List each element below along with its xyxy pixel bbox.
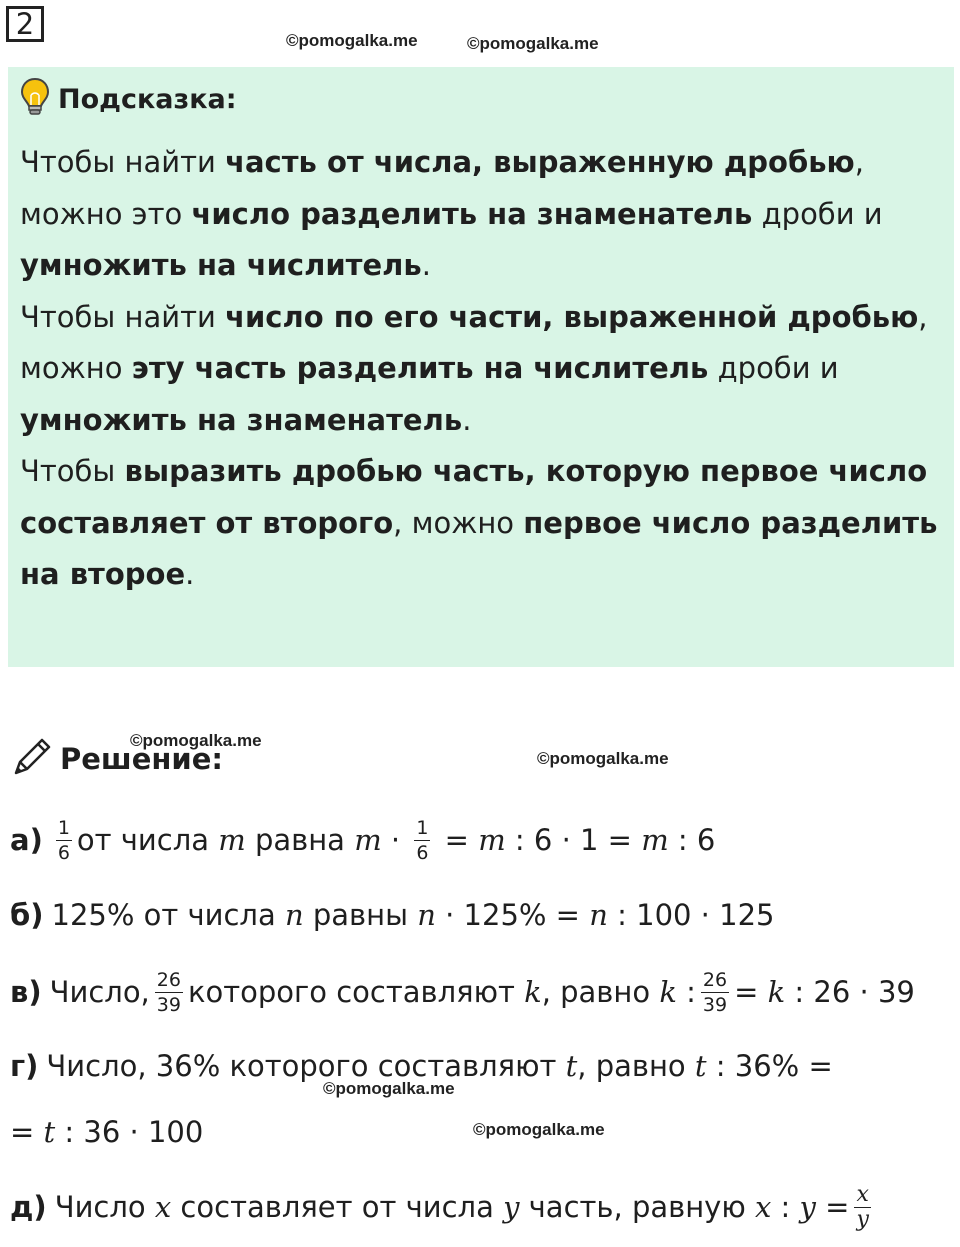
solution-line-b: б) 125% от числа n равны n · 125% = n : 100 · 125	[10, 898, 775, 932]
fraction: $\frac{26}{39}$	[156, 968, 181, 1016]
fraction: $\frac{1}{6}$	[57, 816, 70, 864]
watermark: ©pomogalka.me	[473, 1120, 605, 1139]
watermark: ©pomogalka.me	[286, 31, 418, 50]
hint-paragraph-3: Чтобы выразить дробью часть, которую первое число составляет от второго, можно первое число разделить на второе.	[20, 454, 938, 591]
fraction: $\frac{26}{39}$	[702, 968, 728, 1016]
hint-paragraph-1: Чтобы найти часть от числа, выраженную дробью, можно это число разделить на знаменатель дроби и умножить на числитель.	[20, 145, 883, 282]
task-number: 2	[6, 6, 44, 42]
pencil-icon	[10, 735, 54, 783]
solution-header	[10, 736, 223, 782]
lightbulb-icon	[20, 77, 50, 121]
fraction: $\frac{x}{y}$	[856, 1181, 869, 1232]
solution-line-g: г) Число, 36% которого составляют t , равно t : 36% =	[10, 1049, 833, 1083]
hint-box	[8, 67, 954, 667]
solution-title: Решение:	[60, 742, 224, 776]
solution-line-v: в) Число, $\frac{26}{39}$ которого составляют k , равно k : $\frac{26}{39}$ = k : 26 · 39	[10, 968, 915, 1016]
solution-line-d: д) Число x составляет от числа y часть, равную x : y = $\frac{x}{y}$	[10, 1181, 869, 1232]
watermark: ©pomogalka.me	[130, 731, 262, 750]
watermark: ©pomogalka.me	[467, 34, 599, 53]
hint-paragraph-2: Чтобы найти число по его части, выраженной дробью, можно эту часть разделить на числитель дроби и умножить на знаменатель.	[20, 299, 928, 437]
fraction: $\frac{1}{6}$	[416, 816, 429, 864]
solution-line-a: а) $\frac{1}{6}$ от числа m равна m · $\frac{1}{6}$ = m : 6 · 1 = m : 6	[10, 816, 716, 864]
watermark: ©pomogalka.me	[323, 1079, 455, 1098]
solution-line-g-continued: = t : 36 · 100	[10, 1115, 204, 1149]
hint-title: Подсказка:	[58, 83, 237, 115]
watermark: ©pomogalka.me	[537, 749, 669, 768]
hint-header	[20, 79, 237, 119]
hint-text	[20, 137, 945, 601]
